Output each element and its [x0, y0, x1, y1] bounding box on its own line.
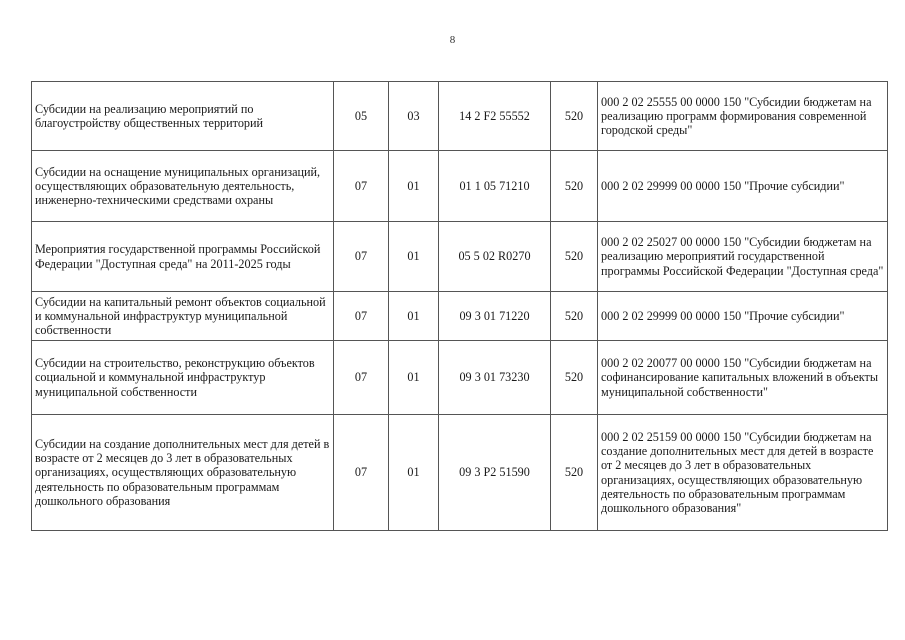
revenue-source-cell: 000 2 02 29999 00 0000 150 "Прочие субсидии": [598, 151, 888, 222]
budget-table: [31, 81, 888, 531]
table-row: [32, 151, 888, 222]
row-name-cell: Мероприятия государственной программы Российской Федерации "Доступная среда" на 2011-2025 годы: [32, 222, 334, 292]
row-name-cell: Субсидии на реализацию мероприятий по благоустройству общественных территорий: [32, 82, 334, 151]
row-name-cell: Субсидии на капитальный ремонт объектов социальной и коммунальной инфраструктур муниципальной собственности: [32, 292, 334, 341]
row-name-cell: Субсидии на создание дополнительных мест для детей в возрасте от 2 месяцев до 3 лет в образовательных организациях, осуществляющих образовательную деятельность по образовательным программам дошкольного образования: [32, 415, 334, 531]
revenue-source-cell: 000 2 02 20077 00 0000 150 "Субсидии бюджетам на софинансирование капитальных вложений в объекты муниципальной собственности": [598, 341, 888, 415]
target-article-cell: 01 1 05 71210: [439, 151, 551, 222]
revenue-source-cell: 000 2 02 29999 00 0000 150 "Прочие субсидии": [598, 292, 888, 341]
table-row: [32, 415, 888, 531]
revenue-source-cell: 000 2 02 25159 00 0000 150 "Субсидии бюджетам на создание дополнительных мест для детей в возрасте от 2 месяцев до 3 лет в образовательных организациях, осуществляющих образовательную деятельность по образовательным программам дошкольного образования": [598, 415, 888, 531]
row-name-cell: Субсидии на строительство, реконструкцию объектов социальной и коммунальной инфраструктур муниципальной собственности: [32, 341, 334, 415]
section-cell: 07: [334, 415, 389, 531]
table-row: [32, 222, 888, 292]
expense-type-cell: 520: [551, 415, 598, 531]
subsection-cell: 01: [389, 151, 439, 222]
expense-type-cell: 520: [551, 222, 598, 292]
subsection-cell: 01: [389, 415, 439, 531]
revenue-source-cell: 000 2 02 25027 00 0000 150 "Субсидии бюджетам на реализацию мероприятий государственной программы Российской Федерации "Доступная среда": [598, 222, 888, 292]
target-article-cell: 09 3 01 71220: [439, 292, 551, 341]
expense-type-cell: 520: [551, 292, 598, 341]
target-article-cell: 09 3 P2 51590: [439, 415, 551, 531]
target-article-cell: 14 2 F2 55552: [439, 82, 551, 151]
subsection-cell: 01: [389, 341, 439, 415]
target-article-cell: 05 5 02 R0270: [439, 222, 551, 292]
target-article-cell: 09 3 01 73230: [439, 341, 551, 415]
section-cell: 05: [334, 82, 389, 151]
revenue-source-cell: 000 2 02 25555 00 0000 150 "Субсидии бюджетам на реализацию программ формирования современной городской среды": [598, 82, 888, 151]
subsection-cell: 01: [389, 292, 439, 341]
expense-type-cell: 520: [551, 82, 598, 151]
page-number: 8: [449, 34, 456, 46]
table-row: [32, 82, 888, 151]
section-cell: 07: [334, 292, 389, 341]
section-cell: 07: [334, 222, 389, 292]
expense-type-cell: 520: [551, 151, 598, 222]
section-cell: 07: [334, 341, 389, 415]
expense-type-cell: 520: [551, 341, 598, 415]
table-row: [32, 292, 888, 341]
subsection-cell: 03: [389, 82, 439, 151]
subsection-cell: 01: [389, 222, 439, 292]
section-cell: 07: [334, 151, 389, 222]
row-name-cell: Субсидии на оснащение муниципальных организаций, осуществляющих образовательную деятельность, инженерно-техническими средствами охраны: [32, 151, 334, 222]
table-row: [32, 341, 888, 415]
